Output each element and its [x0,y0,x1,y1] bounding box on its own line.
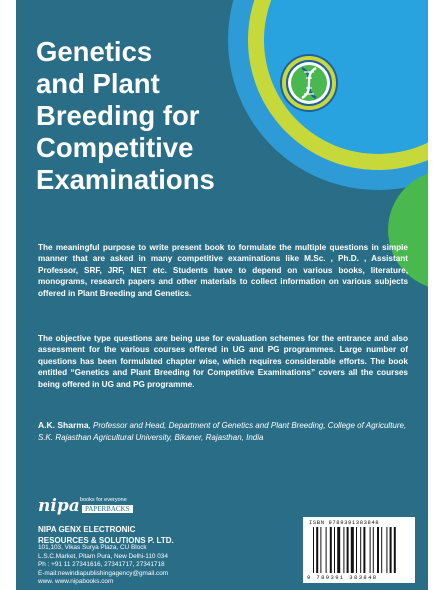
publisher-name [38,525,174,546]
book-title [36,36,416,196]
publisher-tagline: books for everyone [80,497,127,503]
title-line: Examinations [36,164,215,195]
publisher-name-line: RESOURCES & SOLUTIONS P. LTD. [38,535,174,545]
title-line: and Plant [36,68,160,99]
isbn-label: ISBN 9789391383848 [309,519,380,526]
author-affiliation: , Professor and Head, Department of Genetics and Plant Breeding, College of Agriculture, S.K. Rajasthan Agricultural University, Bikaner, Rajasthan, India [38,421,407,442]
address-line: www. www.nipabooks.com [38,578,114,586]
address-line: 101,103, Vikas Surya Plaza, CU Block [38,544,147,551]
publisher-logo-text: nipa [38,496,80,516]
title-line: Genetics [36,36,153,67]
address-line: Ph : +91 11 27341616, 27341717, 27341718 [38,561,165,569]
description-paragraph-2: The objective type questions are being use for evaluation schemes for the entrance and also assessment for the various courses offered in UG and PG programmes. Large number of questions has been formulated chapter wise, which requires considerable efforts. The book entitled “Genetics and Plant Breeding for Competitive Examinations” covers all the courses being offered in UG and PG programme. [38,334,408,389]
address-line: L.S.C.Market, Pitam Pura, New Delhi-110 034 [38,552,168,560]
address-line: E-mail:newindiapublishingagency@gmail.com [38,569,169,577]
barcode-digits: 9 789391 383848 [307,574,378,581]
publisher-name-line: NIPA GENX ELECTRONIC [38,525,136,534]
publisher-address [38,544,168,587]
author-name: A.K. Sharma [38,420,89,430]
author-credit [38,420,410,443]
title-line: Breeding for [36,100,200,131]
barcode-icon [313,527,407,573]
publisher-logo [38,496,178,520]
book-back-cover [16,0,428,590]
isbn-barcode [303,517,415,583]
publisher-imprint: PAPERBACKS [82,505,133,513]
description-paragraph-1: The meaningful purpose to write present book to formulate the multiple questions in simple manner that are asked in many competitive examinations like M.Sc. , Ph.D. , Assistant Professor, SRF, JRF, NET etc. Students have to depend on various books, literature, monograms, research papers and other materials to collect information on various subjects offered in Plant Breeding and Genetics. [38,243,408,298]
title-line: Competitive [36,132,194,163]
